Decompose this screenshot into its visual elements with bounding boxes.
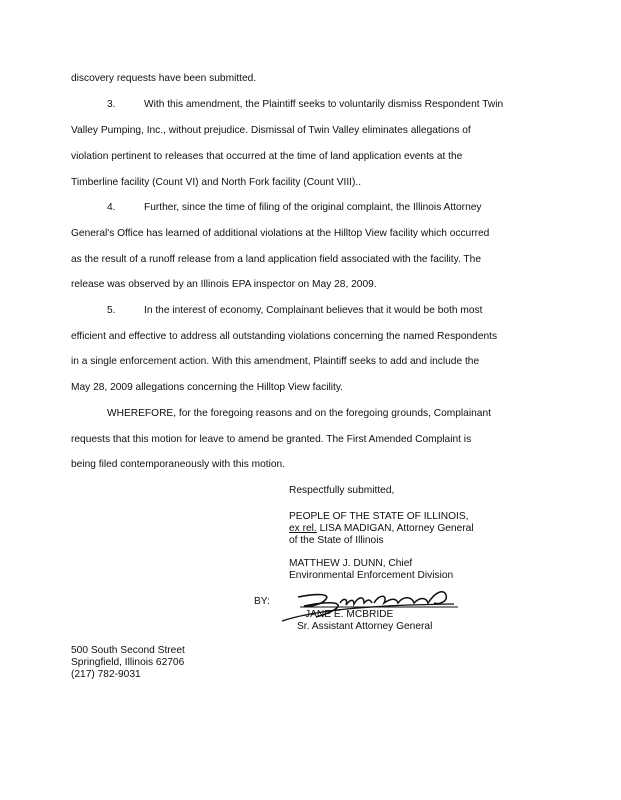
body-line: Valley Pumping, Inc., without prejudice. Dismissal of Twin Valley eliminates allegations of: [71, 125, 471, 136]
body-line: Further, since the time of filing of the original complaint, the Illinois Attorney: [144, 202, 482, 213]
paragraph-number: 5.: [107, 305, 116, 316]
state-line: of the State of Illinois: [289, 535, 384, 546]
body-line: release was observed by an Illinois EPA inspector on May 28, 2009.: [71, 279, 377, 290]
body-line: With this amendment, the Plaintiff seeks to voluntarily dismiss Respondent Twin: [144, 99, 504, 110]
body-line: being filed contemporaneously with this motion.: [71, 459, 286, 470]
dunn-line: MATTHEW J. DUNN, Chief: [289, 558, 413, 569]
body-line: violation pertinent to releases that occurred at the time of land application events at the: [71, 151, 463, 162]
address-street: 500 South Second Street: [71, 645, 185, 656]
signer-name: JANE E. MCBRIDE: [305, 609, 394, 620]
attorney-general-line: [289, 523, 474, 535]
division-line: Environmental Enforcement Division: [289, 570, 454, 581]
body-line: Timberline facility (Count VI) and North Fork facility (Count VIII)..: [71, 177, 362, 188]
by-label: BY:: [254, 596, 270, 607]
body-line: as the result of a runoff release from a land application field associated with the facility. The: [71, 254, 481, 265]
address-city: Springfield, Illinois 62706: [71, 657, 185, 668]
people-line: PEOPLE OF THE STATE OF ILLINOIS,: [289, 511, 469, 522]
body-line: discovery requests have been submitted.: [71, 73, 257, 84]
madigan-name: LISA MADIGAN, Attorney General: [316, 523, 474, 534]
body-line: requests that this motion for leave to amend be granted. The First Amended Complaint is: [71, 434, 472, 445]
ex-rel: ex rel.: [289, 523, 317, 534]
body-line: WHEREFORE, for the foregoing reasons and on the foregoing grounds, Complainant: [107, 408, 491, 419]
paragraph-number: 4.: [107, 202, 116, 213]
body-line: efficient and effective to address all outstanding violations concerning the named Respondents: [71, 331, 498, 342]
body-line: in a single enforcement action. With this amendment, Plaintiff seeks to add and include the: [71, 356, 480, 367]
address-phone: (217) 782-9031: [71, 669, 141, 680]
body-line: May 28, 2009 allegations concerning the Hilltop View facility.: [71, 382, 344, 393]
closing: Respectfully submitted,: [289, 485, 395, 496]
paragraph-number: 3.: [107, 99, 116, 110]
body-line: General's Office has learned of additional violations at the Hilltop View facility which occurred: [71, 228, 490, 239]
body-line: In the interest of economy, Complainant believes that it would be both most: [144, 305, 483, 316]
signer-title: Sr. Assistant Attorney General: [297, 621, 433, 632]
